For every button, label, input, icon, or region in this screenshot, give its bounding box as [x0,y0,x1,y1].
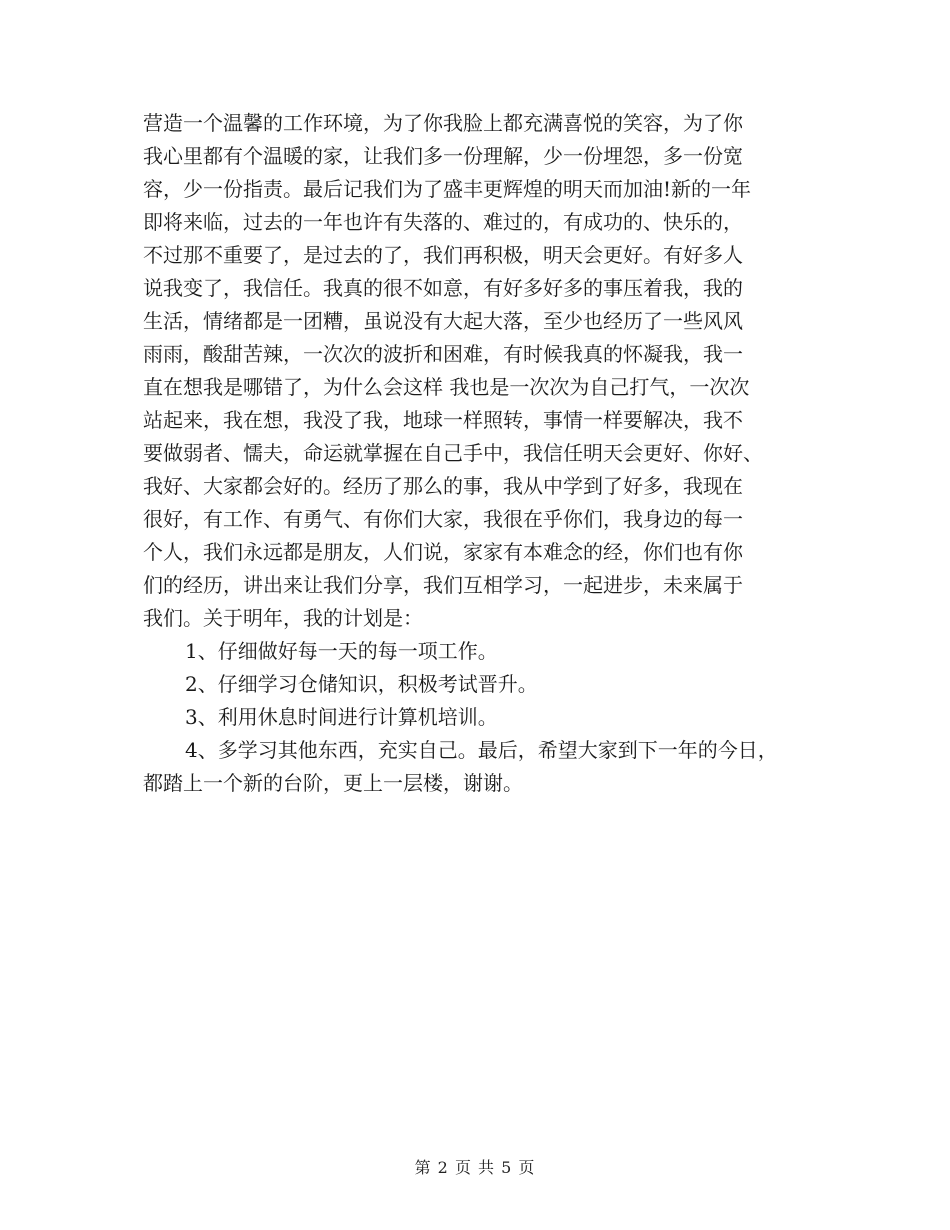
paragraph-line: 个人，我们永远都是朋友，人们说，家家有本难念的经，你们也有你 [143,540,743,564]
paragraph-line: 我好、大家都会好的。经历了那么的事，我从中学到了好多，我现在 [143,474,743,498]
paragraph-line: 说我变了，我信任。我真的很不如意，有好多好多的事压着我，我的 [143,276,743,300]
closing-line: 都踏上一个新的台阶，更上一层楼，谢谢。 [143,771,523,795]
paragraph-line: 营造一个温馨的工作环境，为了你我脸上都充满喜悦的笑容，为了你 [143,111,743,135]
plan-item: 3、利用休息时间进行计算机培训。 [185,705,498,729]
paragraph-line: 要做弱者、懦夫，命运就掌握在自己手中，我信任明天会更好、你好、 [143,441,763,465]
paragraph-line: 我心里都有个温暖的家，让我们多一份理解，少一份埋怨，多一份宽 [143,144,743,168]
paragraph-line: 站起来，我在想，我没了我，地球一样照转，事情一样要解决，我不 [143,408,743,432]
paragraph-line: 不过那不重要了，是过去的了，我们再积极，明天会更好。有好多人 [143,243,743,267]
paragraph-line: 即将来临，过去的一年也许有失落的、难过的，有成功的、快乐的， [143,210,743,234]
paragraph-line: 生活，情绪都是一团糟，虽说没有大起大落，至少也经历了一些风风 [143,309,743,333]
paragraph-line: 容，少一份指责。最后记我们为了盛丰更辉煌的明天而加油!新的一年 [143,177,752,201]
paragraph-line: 很好，有工作、有勇气、有你们大家，我很在乎你们，我身边的每一 [143,507,743,531]
paragraph-line: 们的经历，讲出来让我们分享，我们互相学习，一起进步，未来属于 [143,573,743,597]
paragraph-line: 我们。关于明年，我的计划是： [143,606,423,630]
plan-item: 1、仔细做好每一天的每一项工作。 [185,639,498,663]
page-number-footer: 第 2 页 共 5 页 [414,1158,536,1177]
plan-item: 2、仔细学习仓储知识，积极考试晋升。 [185,672,538,696]
paragraph-line: 雨雨，酸甜苦辣，一次次的波折和困难，有时候我真的怀凝我，我一 [143,342,743,366]
plan-item: 4、多学习其他东西，充实自己。最后，希望大家到下一年的今日， [185,738,778,762]
paragraph-line: 直在想我是哪错了，为什么会这样 我也是一次次为自己打气，一次次 [143,375,750,399]
body-text [143,107,823,800]
